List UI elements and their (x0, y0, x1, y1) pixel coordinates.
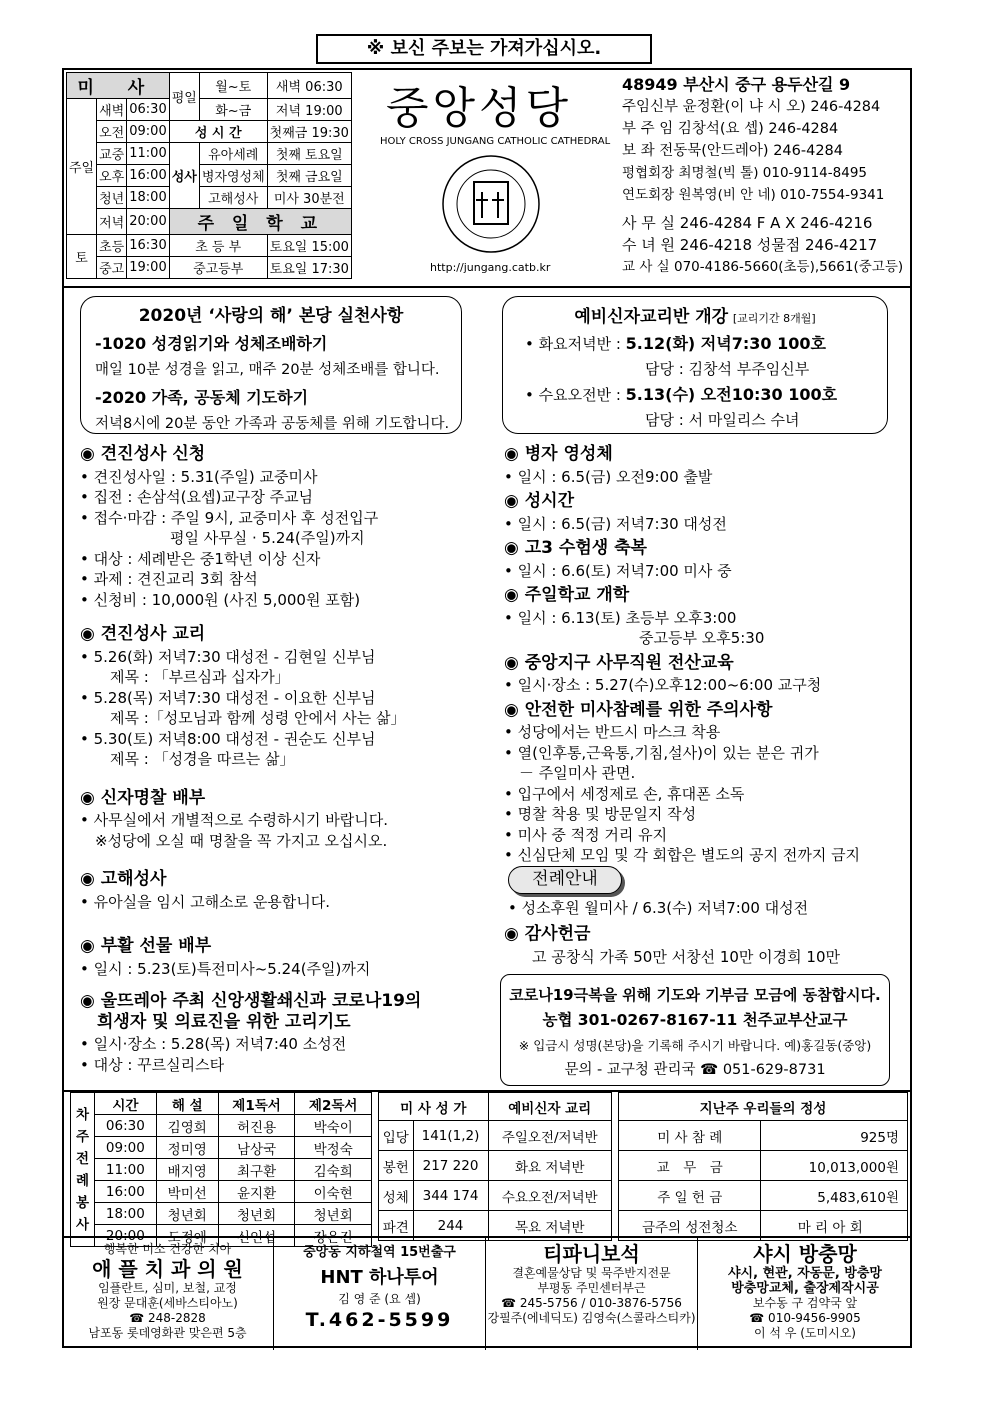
table-cell: 217 220 (413, 1151, 488, 1181)
table-cell: 이숙현 (295, 1181, 372, 1203)
schedule-cell: 06:30 (127, 99, 169, 121)
table-cell: 박숙이 (295, 1115, 372, 1137)
teacher-phone: 교 사 실 070-4186-5660(초등),5661(중고등) (622, 259, 904, 275)
ad-line: ☎ 245-5756 / 010-3876-5756 (501, 1296, 682, 1310)
table-header: 해 설 (156, 1093, 218, 1115)
sacrament-time: 첫째금 19:30 (267, 121, 351, 143)
table-row (619, 1121, 908, 1151)
table-cell: 청년회 (156, 1203, 218, 1225)
ad-line: 티파니보석 (543, 1242, 640, 1266)
table-cell: 허진용 (218, 1115, 295, 1137)
sacrament-name: 고해성사 (199, 187, 267, 209)
announcement-section (80, 936, 490, 979)
table-header: 제1독서 (218, 1093, 295, 1115)
ad-line: 원장 문대훈(세바스티아노) (97, 1296, 238, 1310)
table-cell: 344 174 (413, 1181, 488, 1211)
weekday-time: 새벽 06:30 (267, 73, 351, 99)
office-phone: 사 무 실 246-4284 F A X 246-4216 (622, 214, 873, 232)
liturgy-line: • 성소후원 월미사 / 6.3(수) 저녁7:00 대성전 (508, 899, 809, 917)
ad-line: 보수동 구 검약국 앞 (752, 1296, 858, 1310)
announcement-title: ◉ 울뜨레아 주최 신앙생활쇄신과 코로나19의 희생자 및 의료진을 위한 고리기도 (80, 991, 422, 1032)
header-divider (62, 286, 912, 288)
table-cell: 장은진 (295, 1225, 372, 1247)
table-cell: 김영희 (156, 1115, 218, 1137)
table-row (379, 1151, 612, 1181)
sacrament-time: 첫째 금요일 (267, 165, 351, 187)
ad-line: 강필주(에네딕도) 김영숙(스콜라스티카) (487, 1311, 696, 1325)
table-cell: 09:00 (95, 1137, 157, 1159)
table-row (71, 1203, 372, 1225)
announcement-section (504, 653, 904, 696)
thanks-title: ◉ 감사헌금 (504, 924, 591, 944)
announcement-line: • 견진성사일 : 5.31(주일) 교중미사 (80, 467, 318, 486)
offering-table (618, 1092, 908, 1241)
ad-line: 방충망교체, 출장제작시공 (731, 1281, 879, 1296)
catechumen-note: [교리기간 8개월] (732, 312, 816, 325)
announcement-section (504, 585, 904, 649)
announcement-line: 제목 :「성모님과 함께 성령 안에서 사는 삶」 (80, 709, 406, 727)
table-cell: 신인섭 (218, 1225, 295, 1247)
announcement-line: ※성당에 오실 때 명찰을 꼭 가지고 오십시오. (80, 831, 388, 850)
left-announcements (80, 444, 490, 1087)
announcement-title: ◉ 고3 수험생 축복 (504, 538, 647, 558)
ad-line: ☎ 248-2828 (129, 1311, 206, 1325)
announcement-line: • 5.28(목) 저녁7:30 대성전 - 이요한 신부님 (80, 688, 376, 707)
announcement-line: • 5.26(화) 저녁7:30 대성전 - 김현일 신부님 (80, 647, 376, 666)
ad-line: 결혼예물상담 및 묵주반지전문 (512, 1266, 671, 1280)
table-row (71, 1137, 372, 1159)
table-cell: 교 무 금 (619, 1151, 761, 1181)
ad-travel (274, 1238, 486, 1350)
table-cell: 수요오전/저녁반 (488, 1181, 612, 1211)
ad-dental (62, 1238, 274, 1350)
announcement-title: ◉ 견진성사 신청 (80, 444, 206, 464)
announcement-line: • 유아실을 임시 고해소로 운용합니다. (80, 892, 331, 911)
schedule-grid-table (66, 72, 352, 279)
church-url: http://jungang.catb.kr (430, 261, 551, 274)
table-cell: 화요 저녁반 (488, 1151, 612, 1181)
schedule-cell: 교중 (97, 143, 127, 165)
staff-line: 보 좌 전동묵(안드레아) 246-4284 (622, 143, 844, 159)
sacrament-label: 성사 (169, 143, 199, 209)
next-week-label: 차주전례봉사 (71, 1093, 95, 1247)
sunday-label: 주일 (67, 99, 97, 235)
announcement-line: • 일시 : 5.23(토)특전미사~5.24(주일)까지 (80, 959, 371, 978)
announcement-line: 제목 : 「성경을 따르는 삶」 (80, 750, 295, 768)
ad-line: 임플란트, 심미, 보철, 교정 (98, 1281, 237, 1295)
announcement-line: • 일시·장소 : 5.27(수)오후12:00~6:00 교구청 (504, 676, 822, 694)
next-week-table (70, 1092, 372, 1247)
sunday-school-header: 주 일 학 교 (169, 209, 351, 235)
weekday-time: 저녁 19:00 (267, 99, 351, 121)
announcement-section (504, 538, 904, 581)
schedule-cell: 오후 (97, 165, 127, 187)
donation-box (500, 974, 890, 1086)
schedule-cell: 11:00 (127, 143, 169, 165)
ad-line: 샤시, 현관, 자동문, 방충망 (728, 1266, 882, 1281)
table-cell: 5,483,610원 (761, 1181, 908, 1211)
table-header: 예비신자 교리 (488, 1093, 612, 1121)
schedule-cell: 09:00 (127, 121, 169, 143)
ad-line: 이 석 우 (도미시오) (754, 1326, 856, 1340)
table-cell: 16:00 (95, 1181, 157, 1203)
staff-line: 주임신부 윤정환(이 냐 시 오) 246-4284 (622, 99, 881, 115)
weekday-day: 월~토 (199, 73, 267, 99)
ad-line: T.462-5599 (305, 1309, 454, 1331)
ad-line: 부평동 주민센터부근 (537, 1281, 646, 1295)
announcement-section (80, 444, 490, 610)
announcement-line: • 신청비 : 10,000원 (사진 5,000원 포함) (80, 590, 361, 609)
announcement-line: • 열(인후통,근육통,기침,설사)이 있는 분은 귀가 (504, 743, 819, 762)
announcement-section (80, 869, 490, 912)
sacrament-time-label: 성 시 간 (169, 121, 267, 143)
donation-title: 코로나19극복을 위해 기도와 기부금 모금에 동참합시다. (509, 986, 881, 1004)
announcement-line: • 접수·마감 : 주일 9시, 교중미사 후 성전입구 (80, 508, 379, 527)
sunday-school-time: 토요일 17:30 (267, 257, 351, 279)
table-cell: 입당 (379, 1121, 414, 1151)
catechumen-time: 5.12(화) 저녁7:30 100호 (625, 334, 826, 353)
sacrament-name: 유아세례 (199, 143, 267, 165)
table-cell: 박미선 (156, 1181, 218, 1203)
thanks-line: 고 공창식 가족 50만 서창선 10만 이경희 10만 (532, 947, 840, 966)
notice-banner: ※ 보신 주보는 가져가십시오. (316, 34, 652, 64)
practice-item: -1020 성경읽기와 성체조배하기 (95, 334, 328, 353)
ad-line: 샤시 방충망 (753, 1242, 857, 1266)
table-cell: 20:00 (95, 1225, 157, 1247)
staff-line: 평협회장 최명철(빅 톨) 010-9114-8495 (622, 165, 867, 181)
table-cell: 김숙희 (295, 1159, 372, 1181)
table-cell: 244 (413, 1211, 488, 1241)
table-header: 미 사 성 가 (379, 1093, 489, 1121)
practice-desc: 매일 10분 성경을 읽고, 매주 20분 성체조배를 합니다. (95, 362, 440, 378)
catechumen-box (502, 296, 888, 434)
offering-title: 지난주 우리들의 정성 (619, 1093, 908, 1121)
table-cell: 성체 (379, 1181, 414, 1211)
announcement-section (504, 491, 904, 534)
schedule-panel (66, 72, 351, 284)
sunday-school-time: 토요일 15:00 (267, 235, 351, 257)
ad-line: 애 플 치 과 의 원 (92, 1257, 243, 1281)
schedule-cell: 19:00 (127, 257, 169, 279)
liturgy-label: 전례안내 (508, 866, 622, 894)
church-name-en: HOLY CROSS JUNGANG CATHOLIC CATHEDRAL (380, 136, 611, 147)
donation-contact: 문의 - 교구청 관리국 ☎ 051-629-8731 (564, 1062, 826, 1078)
practice-desc: 저녁8시에 20분 동안 가족과 공동체를 위해 기도합니다. (95, 416, 450, 432)
catechumen-lead: 담당 : 김창석 부주임신부 (645, 360, 810, 378)
announcement-section (80, 624, 490, 770)
ads-row (62, 1236, 912, 1348)
announcement-section (80, 788, 490, 852)
schedule-cell: 저녁 (97, 209, 127, 235)
announcement-section (504, 444, 904, 487)
announcement-line: • 입구에서 세정제로 손, 휴대폰 소독 (504, 784, 745, 803)
schedule-cell: 18:00 (127, 187, 169, 209)
table-row (379, 1181, 612, 1211)
announcement-line: • 대상 : 꾸르실리스타 (80, 1055, 225, 1074)
schedule-cell: 새벽 (97, 99, 127, 121)
table-cell: 주일오전/저녁반 (488, 1121, 612, 1151)
announcement-line: • 집전 : 손삼석(요셉)교구장 주교님 (80, 488, 314, 506)
table-cell: 11:00 (95, 1159, 157, 1181)
ad-line: 행복한 미소 건강한 치아 (103, 1242, 232, 1256)
church-address: 48949 부산시 중구 용두산길 9 (622, 75, 851, 94)
announcement-title: ◉ 안전한 미사참례를 위한 주의사항 (504, 699, 773, 720)
table-header: 시간 (95, 1093, 157, 1115)
ad-line: 중앙동 지하철역 15번출구 (303, 1245, 456, 1260)
announcement-title: ◉ 고해성사 (80, 869, 167, 889)
catechumen-title: 예비신자교리반 개강 (574, 307, 729, 327)
table-cell: 파견 (379, 1211, 414, 1241)
practice-item: -2020 가족, 공동체 기도하기 (95, 388, 309, 407)
announcement-line: • 명찰 착용 및 방문일지 작성 (504, 805, 697, 823)
table-header: 제2독서 (295, 1093, 372, 1115)
table-row (619, 1151, 908, 1181)
convent-phone: 수 녀 원 246-4218 성물점 246-4217 (622, 236, 878, 254)
table-cell: 10,013,000원 (761, 1151, 908, 1181)
table-cell: 정미영 (156, 1137, 218, 1159)
table-cell: 배지영 (156, 1159, 218, 1181)
catechumen-label: • 화요저녁반 : (525, 335, 626, 353)
table-row (71, 1115, 372, 1137)
announcement-line: • 신심단체 모임 및 각 회합은 별도의 공지 전까지 금지 (504, 846, 861, 864)
sacrament-name: 병자영성체 (199, 165, 267, 187)
announcement-line: • 사무실에서 개별적으로 수령하시기 바랍니다. (80, 811, 388, 829)
announcement-title: ◉ 신자명찰 배부 (80, 787, 206, 808)
table-cell: 봉헌 (379, 1151, 414, 1181)
right-announcements (504, 444, 904, 870)
table-row (71, 1159, 372, 1181)
table-cell: 박정숙 (295, 1137, 372, 1159)
catechumen-time: 5.13(수) 오전10:30 100호 (625, 385, 838, 404)
announcement-line: • 일시 : 6.13(토) 초등부 오후3:00 (504, 608, 737, 627)
announcement-title: ◉ 병자 영성체 (504, 444, 613, 464)
announcement-line: 제목 : 「부르심과 십자가」 (80, 668, 290, 686)
announcement-line: 중고등부 오후5:30 (504, 629, 765, 647)
church-info (622, 74, 903, 278)
announcement-line: • 일시 : 6.5(금) 오전9:00 출발 (504, 467, 713, 486)
announcement-line: • 일시 : 6.5(금) 저녁7:30 대성전 (504, 514, 727, 533)
announcement-section (80, 991, 490, 1075)
announcement-title: ◉ 성시간 (504, 491, 575, 511)
sacrament-time: 첫째 토요일 (267, 143, 351, 165)
sunday-school-group: 초 등 부 (169, 235, 267, 257)
staff-line: 연도회장 원복영(비 안 네) 010-7554-9341 (622, 187, 885, 203)
announcement-line: • 일시·장소 : 5.28(목) 저녁7:40 소성전 (80, 1035, 347, 1053)
ad-line: HNT 하나투어 (320, 1267, 439, 1288)
schedule-cell: 청년 (97, 187, 127, 209)
announcement-line: • 성당에서는 반드시 마스크 착용 (504, 723, 721, 741)
practice-box (80, 296, 462, 434)
table-cell: 윤지환 (218, 1181, 295, 1203)
ad-line: ☎ 010-9456-9905 (749, 1311, 861, 1325)
table-cell: 18:00 (95, 1203, 157, 1225)
weekday-day: 화~금 (199, 99, 267, 121)
announcement-line: － 주일미사 관면. (504, 764, 636, 782)
catechumen-label: • 수요오전반 : (525, 386, 626, 404)
ad-screens (698, 1238, 912, 1350)
table-cell: 미 사 참 례 (619, 1121, 761, 1151)
table-row (619, 1181, 908, 1211)
ad-jewelry (486, 1238, 698, 1350)
schedule-cell: 오전 (97, 121, 127, 143)
staff-line: 부 주 임 김창석(요 셉) 246-4284 (622, 121, 839, 137)
announcement-title: ◉ 중앙지구 사무직원 전산교육 (504, 652, 734, 673)
donation-account: 농협 301-0267-8167-11 천주교부산교구 (542, 1011, 848, 1029)
table-cell: 마 리 아 회 (761, 1211, 908, 1241)
table-cell: 06:30 (95, 1115, 157, 1137)
thanks-section (504, 924, 840, 967)
announcement-title: ◉ 주일학교 개학 (504, 585, 630, 605)
table-row (71, 1181, 372, 1203)
table-cell: 도정애 (156, 1225, 218, 1247)
table-cell: 최구환 (218, 1159, 295, 1181)
saturday-label: 토 (67, 235, 97, 279)
schedule-cell: 16:30 (127, 235, 169, 257)
schedule-cell: 초등 (97, 235, 127, 257)
sacrament-time: 미사 30분전 (267, 187, 351, 209)
table-cell: 925명 (761, 1121, 908, 1151)
announcement-line: 평일 사무실 · 5.24(주일)까지 (80, 529, 365, 547)
announcement-line: • 5.30(토) 저녁8:00 대성전 - 권순도 신부님 (80, 729, 376, 748)
announcement-line: • 미사 중 적정 거리 유지 (504, 825, 668, 844)
schedule-cell: 16:00 (127, 165, 169, 187)
announcement-title: ◉ 견진성사 교리 (80, 624, 206, 644)
announcement-line: • 일시 : 6.6(토) 저녁7:00 미사 중 (504, 561, 732, 580)
announcement-title: ◉ 부활 선물 배부 (80, 936, 212, 956)
practice-title: 2020년 ‘사랑의 해’ 본당 실천사항 (138, 306, 404, 326)
schedule-cell: 20:00 (127, 209, 169, 235)
announcement-line: • 과제 : 견진교리 3회 참석 (80, 570, 258, 588)
weekday-label: 평일 (169, 73, 199, 121)
catechumen-lead: 담당 : 서 마일리스 수녀 (645, 411, 800, 429)
ad-line: 남포동 롯데영화관 맞은편 5층 (88, 1326, 247, 1340)
table-cell: 목요 저녁반 (488, 1211, 612, 1241)
announcement-line: • 대상 : 세례받은 중1학년 이상 신자 (80, 549, 321, 568)
donation-note: ※ 입금시 성명(본당)을 기록해 주시기 바랍니다. 예)홍길동(중앙) (518, 1038, 872, 1053)
table-cell: 남상국 (218, 1137, 295, 1159)
table-cell: 청년회 (295, 1203, 372, 1225)
ad-line: 김 영 준 (요 셉) (338, 1292, 421, 1306)
mass-header: 미 사 (67, 73, 170, 99)
schedule-cell: 중고 (97, 257, 127, 279)
announcement-section (504, 700, 904, 866)
table-cell: 141(1,2) (413, 1121, 488, 1151)
mass-stats-table (378, 1092, 612, 1241)
sunday-school-group: 중고등부 (169, 257, 267, 279)
church-name: 중앙성당 (386, 83, 573, 134)
table-row (379, 1121, 612, 1151)
table-cell: 주 일 헌 금 (619, 1181, 761, 1211)
table-cell: 청년회 (218, 1203, 295, 1225)
church-seal-icon (428, 152, 554, 256)
table-cell: 금주의 성전청소 (619, 1211, 761, 1241)
